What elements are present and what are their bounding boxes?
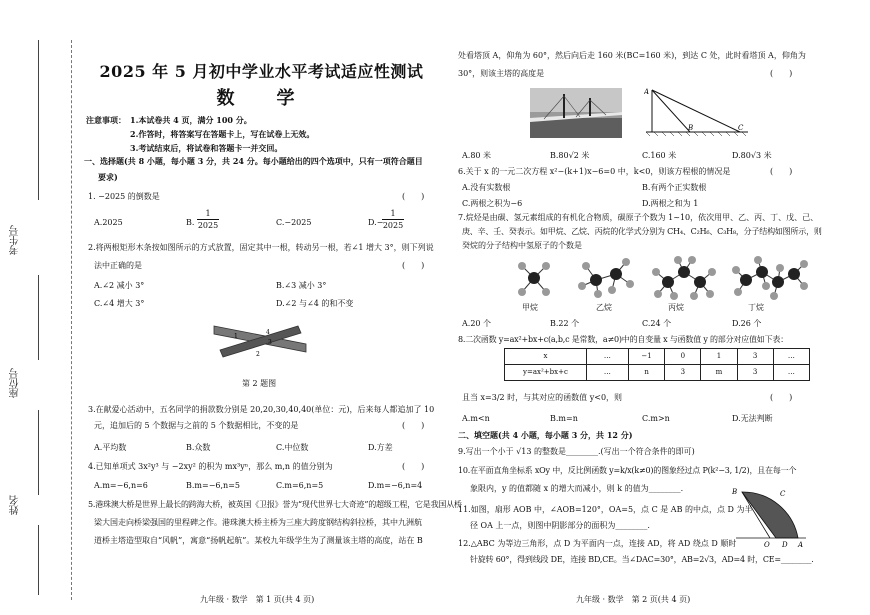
table-cell: … xyxy=(773,365,809,381)
table-cell: x xyxy=(505,349,587,365)
q2-figure-caption: 第 2 题图 xyxy=(242,379,277,388)
q4-option-a: A.m=−6,n=6 xyxy=(94,481,148,490)
q8-value-table xyxy=(504,348,810,381)
q3-option-b: B.众数 xyxy=(186,443,211,452)
q2-angle-4: 4 xyxy=(266,329,270,336)
q7-label-propane: 丙烷 xyxy=(668,303,684,312)
section-2-heading: 二、填空题(共 4 小题，每小题 3 分，共 12 分) xyxy=(458,430,633,440)
q8-answer-paren: ( ) xyxy=(770,393,793,402)
q2-angle-1: 1 xyxy=(234,333,238,340)
table-cell: 3 xyxy=(665,365,701,381)
ethane-molecule xyxy=(578,258,634,298)
q10-stem-1: 10.在平面直角坐标系 xOy 中，反比例函数 y=k/x(k≠0)的图象经过点 P(k²−3, 1/2)，且在每一个 xyxy=(458,466,797,475)
q11-point-c: C xyxy=(780,490,786,498)
q1-stem: 1. −2025 的倒数是 xyxy=(88,192,160,201)
table-cell: … xyxy=(586,349,628,365)
table-cell: 3 xyxy=(737,349,773,365)
section-1-heading: 一、选择题(共 8 小题，每小题 3 分，共 24 分。每小题给出的四个选项中，只有一项符合题目 xyxy=(84,156,423,166)
q11-point-d: D xyxy=(782,541,788,548)
q10-stem-2: 象限内，y 的值都随 x 的增大而减小，则 k 的值为________. xyxy=(470,484,684,493)
q2-option-a: A.∠2 减小 3° xyxy=(94,281,145,290)
exam-title: 2025 年 5 月初中学业水平考试适应性测试 xyxy=(99,62,424,81)
q5-stem-3: 道桥主塔造型取自“风帆”，寓意“扬帆起航”。某校九年级学生为了测量该主塔的高度，站在 B xyxy=(94,536,423,545)
q5-option-c: C.160 米 xyxy=(642,151,677,160)
q7-label-butane: 丁烷 xyxy=(748,303,764,312)
q2-angle-2: 2 xyxy=(256,351,260,358)
q11-stem-1: 11.如图，扇形 AOB 中，∠AOB=120°，OA=5，点 C 是 AB 的中点，点 D 为半 xyxy=(458,505,753,514)
q8-option-a: A.m<n xyxy=(462,414,490,423)
table-cell: n xyxy=(628,365,664,381)
butane-molecule xyxy=(732,256,808,300)
q9-stem: 9.写出一个小于 √13 的整数是________.(写出一个符合条件的即可) xyxy=(458,447,695,456)
q11-stem-2: 径 OA 上一点，则图中阴影部分的面积为________. xyxy=(470,521,650,530)
q8-condition: 且当 x=3/2 时，与其对应的函数值 y<0，则 xyxy=(462,393,623,402)
notes-label: 注意事项： xyxy=(86,115,126,125)
q3-option-c: C.中位数 xyxy=(276,443,309,452)
q7-option-c: C.24 个 xyxy=(642,319,672,328)
table-cell: −1 xyxy=(628,349,664,365)
q11-point-a: A xyxy=(798,541,804,548)
q2-answer-paren: ( ) xyxy=(402,261,425,270)
q11-point-o: O xyxy=(764,541,770,548)
q7-label-methane: 甲烷 xyxy=(522,303,538,312)
q7-option-b: B.22 个 xyxy=(550,319,580,328)
q6-option-d: D.两根之和为 1 xyxy=(642,199,699,208)
q5-point-c: C xyxy=(738,124,744,132)
q11-sector-figure xyxy=(728,486,808,548)
q3-answer-paren: ( ) xyxy=(402,421,425,430)
q5-point-b: B xyxy=(688,124,694,132)
table-cell: y=ax²+bx+c xyxy=(505,365,587,381)
q5-option-d: D.80√3 米 xyxy=(732,151,772,160)
q7-molecules xyxy=(508,256,808,302)
q5-point-a: A xyxy=(644,88,650,96)
q4-stem: 4.已知单项式 3x²y³ 与 −2xy² 的积为 mx³yⁿ，那么 m,n 的值分别为 xyxy=(88,462,333,471)
q8-option-d: D.无法判断 xyxy=(732,414,773,423)
q5-option-b: B.80√2 米 xyxy=(550,151,590,160)
q1-d-denominator: 2025 xyxy=(382,221,404,230)
q8-option-b: B.m=n xyxy=(550,414,578,423)
q3-stem-2: 元，追加后的 5 个数据与之前的 5 个数据相比，不变的是 xyxy=(94,421,299,430)
q2-option-b: B.∠3 减小 3° xyxy=(276,281,327,290)
q5-triangle-figure xyxy=(644,86,752,138)
q1-option-c: C.−2025 xyxy=(276,218,312,227)
q3-option-a: A.平均数 xyxy=(94,443,127,452)
q6-answer-paren: ( ) xyxy=(770,167,793,176)
q7-option-a: A.20 个 xyxy=(462,319,492,328)
q5-stem-2: 梁大国走向桥梁强国的里程碑之作。港珠澳大桥主桥为三座大跨度钢结构斜拉桥，其中九洲航 xyxy=(94,518,422,527)
q7-stem-2: 庚、辛、壬、癸表示。如甲烷、乙烷、丙烷的化学式分别为 CH₄、C₂H₆、C₃H₈，分子结构如图所示，则 xyxy=(462,227,822,236)
q2-stem-1: 2.将两根矩形木条按如图所示的方式放置，固定其中一根，转动另一根，若∠1 增大 3°，则下列说 xyxy=(88,243,434,252)
q5-cont-1: 处看塔顶 A，仰角为 60°，然后向后走 160 米(BC=160 米)，到达 C 处，此时看塔顶 A，仰角为 xyxy=(458,51,806,60)
propane-molecule xyxy=(652,256,716,300)
q4-answer-paren: ( ) xyxy=(402,462,425,471)
table-cell: 0 xyxy=(665,349,701,365)
q12-stem-1: 12.△ABC 为等边三角形，点 D 为平面内一点，连接 AD，将 AD 绕点 D 顺时 xyxy=(458,539,737,548)
table-cell: … xyxy=(586,365,628,381)
q2-option-c: C.∠4 增大 3° xyxy=(94,299,145,308)
q1-option-b: B. xyxy=(186,218,195,227)
q5-option-a: A.80 米 xyxy=(462,151,492,160)
q3-stem-1: 3.在献爱心活动中，五名同学的捐款数分别是 20,20,30,40,40(单位：元)，后来每人都追加了 10 xyxy=(88,405,435,414)
q1-b-numerator: 1 xyxy=(197,210,219,220)
q4-option-d: D.m=−6,n=4 xyxy=(368,481,423,490)
q1-b-denominator: 2025 xyxy=(197,221,219,230)
seat-no-line xyxy=(38,275,39,360)
q7-label-ethane: 乙烷 xyxy=(596,303,612,312)
name-label: 姓名 xyxy=(10,495,21,515)
q2-figure xyxy=(210,316,310,364)
q3-option-d: D.方差 xyxy=(368,443,393,452)
q11-point-b: B xyxy=(732,488,738,496)
q1-option-d: D.− xyxy=(368,218,384,227)
q12-stem-2: 针旋转 60°，得到线段 DE，连接 BD,CE。当∠DAC=30°，AB=2√3，AD=4 时，CE=________. xyxy=(470,555,814,564)
table-cell: 1 xyxy=(701,349,737,365)
binding-margin xyxy=(0,0,70,615)
table-cell: m xyxy=(701,365,737,381)
q1-answer-paren: ( ) xyxy=(402,192,425,201)
q8-stem: 8.二次函数 y=ax²+bx+c(a,b,c 是常数，a≠0)中的自变量 x 与函数值 y 的部分对应值如下表： xyxy=(458,335,789,344)
cut-line xyxy=(71,40,72,600)
bridge-photo xyxy=(530,88,622,138)
table-cell: 3 xyxy=(737,365,773,381)
q4-option-c: C.m=6,n=5 xyxy=(276,481,324,490)
exam-no-label: 考生号 xyxy=(10,225,21,255)
q6-option-b: B.有两个正实数根 xyxy=(642,183,707,192)
q7-option-d: D.26 个 xyxy=(732,319,762,328)
seat-no-label: 座位号 xyxy=(10,368,21,398)
exam-no-line xyxy=(38,40,39,200)
section-1-heading-2: 要求) xyxy=(98,172,118,182)
footer-page-2: 九年级 · 数学 第 2 页(共 4 页) xyxy=(576,595,691,604)
q4-option-b: B.m=−6,n=5 xyxy=(186,481,240,490)
q1-option-a: A.2025 xyxy=(94,218,123,227)
q7-stem-1: 7.烷烃是由碳、氢元素组成的有机化合物质，碳原子个数为 1~10，依次用甲、乙、丙、丁、戊、己、 xyxy=(458,213,819,222)
q5-cont-2: 30°，则该主塔的高度是 xyxy=(458,69,545,78)
q8-option-c: C.m>n xyxy=(642,414,670,423)
note-1: 1.本试卷共 4 页，满分 100 分。 xyxy=(130,115,252,125)
note-2: 2.作答时，将答案写在答题卡上，写在试卷上无效。 xyxy=(130,129,315,139)
name-line xyxy=(38,410,39,495)
q1-d-numerator: 1 xyxy=(382,210,404,220)
q6-option-a: A.没有实数根 xyxy=(462,183,511,192)
table-row xyxy=(505,349,810,365)
q5-answer-paren: ( ) xyxy=(770,69,793,78)
note-3: 3.考试结束后，将试卷和答题卡一并交回。 xyxy=(130,143,283,153)
subject-title: 数 学 xyxy=(216,88,307,109)
q7-stem-3: 癸烷的分子结构中氢原子的个数是 xyxy=(462,241,582,250)
methane-molecule xyxy=(518,262,550,296)
q5-stem-1: 5.港珠澳大桥是世界上最长的跨海大桥，被英国《卫报》誉为“现代世界七大奇迹”的超级工程，它是我国从桥 xyxy=(88,500,462,509)
name-line-2 xyxy=(38,525,39,595)
footer-page-1: 九年级 · 数学 第 1 页(共 4 页) xyxy=(200,595,315,604)
q2-angle-3: 3 xyxy=(268,339,272,346)
table-cell: … xyxy=(773,349,809,365)
q2-stem-2: 法中正确的是 xyxy=(94,261,142,270)
q6-stem: 6.关于 x 的一元二次方程 x²−(k+1)x−6=0 中，k<0，则该方程根的情况是 xyxy=(458,167,731,176)
q2-option-d: D.∠2 与∠4 的和不变 xyxy=(276,299,354,308)
q6-option-c: C.两根之积为−6 xyxy=(462,199,523,208)
table-row xyxy=(505,365,810,381)
